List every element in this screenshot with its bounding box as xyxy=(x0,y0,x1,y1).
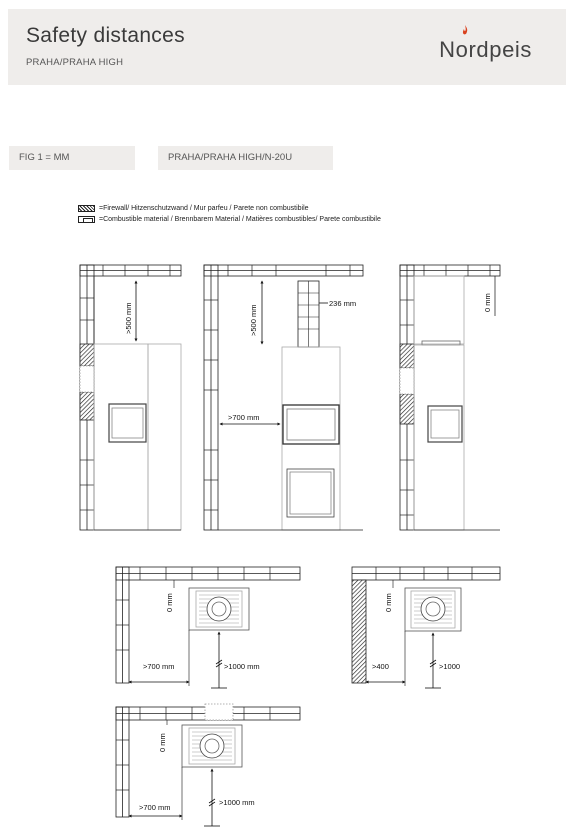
figure-unit-label: FIG 1 = MM xyxy=(9,146,135,170)
page-title: Safety distances xyxy=(26,24,185,47)
brand-logo: Nordpeis xyxy=(439,37,532,62)
dim-plan2-front: >1000 xyxy=(439,662,461,671)
page-subtitle: PRAHA/PRAHA HIGH xyxy=(26,57,124,68)
legend-combustible-label: =Combustible material / Brennbarem Material / Matières combustibles/ Parete combustibile xyxy=(99,216,381,223)
model-label: PRAHA/PRAHA HIGH/N-20U xyxy=(158,146,333,170)
dim-elev1-top: >500 mm xyxy=(124,302,133,334)
dim-plan3-back: 0 mm xyxy=(158,733,167,752)
dim-plan2-back: 0 mm xyxy=(384,593,393,612)
legend-firewall-label: =Firewall/ Hitzenschutzwand / Mur parfeu / Parete non combustibile xyxy=(99,205,309,212)
dim-elev2-chimney: 236 mm xyxy=(329,299,357,308)
dim-plan3-front: >1000 mm xyxy=(219,798,255,807)
dim-elev3-top: 0 mm xyxy=(483,293,492,312)
dim-plan2-side: >400 xyxy=(372,662,389,671)
dim-plan1-side: >700 mm xyxy=(143,662,175,671)
dim-plan3-side: >700 mm xyxy=(139,803,171,812)
dim-elev2-side: >700 mm xyxy=(228,413,260,422)
dim-plan1-back: 0 mm xyxy=(165,593,174,612)
dim-elev2-top: >500 mm xyxy=(249,304,258,336)
dim-plan1-front: >1000 mm xyxy=(224,662,260,671)
